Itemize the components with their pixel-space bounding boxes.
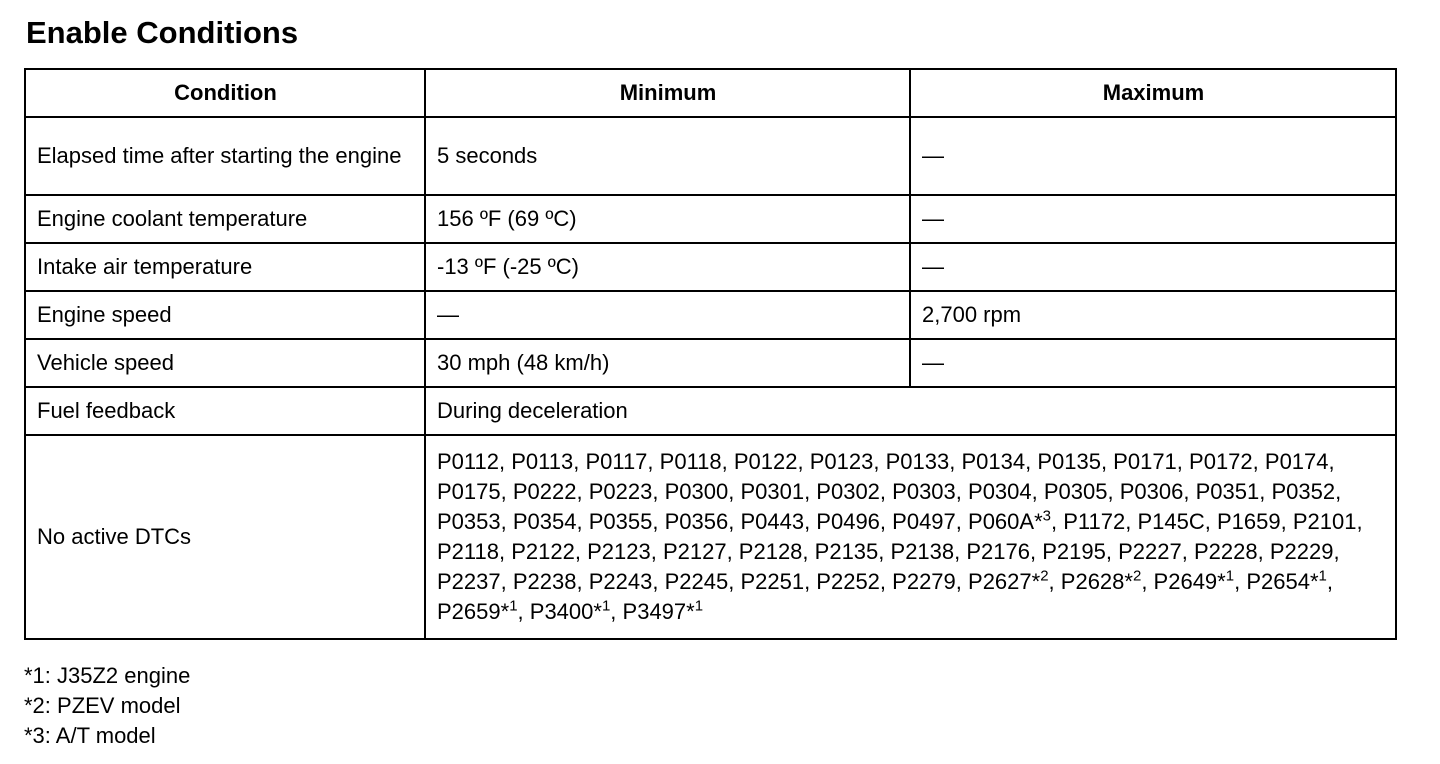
dtc-code	[1042, 539, 1106, 564]
dtc-code	[816, 569, 880, 594]
dtc-code	[437, 509, 501, 534]
dtc-code-text: P2176	[966, 539, 1030, 564]
dtc-code	[513, 569, 577, 594]
dtc-code-text: P0134	[961, 449, 1026, 474]
dtc-code	[665, 569, 729, 594]
table-row	[25, 339, 1396, 387]
dtc-code	[623, 599, 704, 624]
dtc-code	[961, 449, 1025, 474]
dtc-code	[511, 449, 573, 474]
dtc-code	[1217, 509, 1281, 534]
dtc-code-text: P0303	[892, 479, 956, 504]
dtc-code-text: P0174	[1264, 449, 1329, 474]
dtc-code	[1246, 569, 1327, 594]
dtc-code	[740, 479, 804, 504]
dtc-code	[513, 509, 577, 534]
dtc-code-text: P0304	[968, 479, 1032, 504]
dtc-code-text: P2227	[1118, 539, 1182, 564]
maximum-cell: —	[910, 339, 1396, 387]
dtc-code-text: P2237	[437, 569, 501, 594]
dtc-code-text: P0123	[809, 449, 874, 474]
minimum-cell: -13 ºF (-25 ºC)	[425, 243, 910, 291]
dtc-code-text: P2101	[1292, 509, 1357, 534]
dtc-code	[1037, 449, 1101, 474]
table-row	[25, 117, 1396, 195]
table-header-row	[25, 69, 1396, 117]
dtc-code-text: P2118	[437, 539, 499, 564]
table-row	[25, 243, 1396, 291]
dtc-code	[1271, 479, 1335, 504]
footnote: *3: A/T model	[24, 723, 156, 748]
dtc-code	[816, 509, 880, 534]
dtc-code	[665, 479, 729, 504]
dtc-code-text: P1172	[1063, 509, 1126, 534]
enable-conditions-table	[24, 68, 1397, 640]
dtc-code	[1063, 509, 1125, 534]
dtc-code-text: P2649	[1153, 569, 1218, 594]
dtc-footnote-ref: *$^1$	[1217, 567, 1235, 594]
dtc-code	[589, 479, 653, 504]
dtc-code-text: P0122	[733, 449, 798, 474]
dtc-footnote-ref: *$^1$	[593, 597, 611, 624]
dtc-code	[815, 539, 879, 564]
dtc-code-text: P0351	[1195, 479, 1260, 504]
dtc-code-text: P2138	[890, 539, 955, 564]
dtc-code	[966, 539, 1030, 564]
dtc-code-text: P060A	[968, 509, 1035, 534]
condition-cell: Intake air temperature	[25, 243, 425, 291]
dtc-code-text: P0112	[437, 449, 499, 474]
dtc-code	[1120, 479, 1184, 504]
column-header-maximum: Maximum	[910, 69, 1396, 117]
dtc-code-text: P145C	[1137, 509, 1205, 534]
minimum-cell: 30 mph (48 km/h)	[425, 339, 910, 387]
maximum-cell: 2,700 rpm	[910, 291, 1396, 339]
dtc-code-text: P2251	[740, 569, 805, 594]
dtc-code	[968, 569, 1049, 594]
dtc-code-text: P0497	[892, 509, 956, 534]
dtc-code	[1194, 539, 1258, 564]
dtc-code	[1265, 449, 1329, 474]
table-row	[25, 291, 1396, 339]
dtc-code-text: P2123	[587, 539, 651, 564]
dtc-code-text: P0355	[588, 509, 653, 534]
dtc-code-text: P2122	[511, 539, 575, 564]
dtc-code-text: P0301	[740, 479, 805, 504]
dtc-code-text: P0133	[885, 449, 950, 474]
dtc-code	[437, 449, 499, 474]
maximum-cell: —	[910, 195, 1396, 243]
dtc-code	[437, 569, 501, 594]
dtc-code-text: P3497	[622, 599, 687, 624]
dtc-code-text: P0222	[512, 479, 577, 504]
dtc-code-text: P2245	[664, 569, 729, 594]
condition-cell: No active DTCs	[25, 435, 425, 639]
dtc-footnote-ref: *$^1$	[1309, 567, 1327, 594]
dtc-code	[739, 539, 803, 564]
footnote: *1: J35Z2 engine	[24, 663, 191, 688]
table-row	[25, 195, 1396, 243]
dtc-code	[437, 599, 518, 624]
dtc-code	[585, 449, 647, 474]
dtc-code-text: P2128	[738, 539, 803, 564]
dtc-code	[1118, 539, 1182, 564]
dtc-footnote-ref: *$^1$	[686, 597, 704, 624]
dtc-code	[892, 479, 956, 504]
dtc-code	[740, 569, 804, 594]
condition-cell: Vehicle speed	[25, 339, 425, 387]
dtc-code-text: P0171	[1113, 449, 1177, 474]
dtc-code-text: P0352	[1271, 479, 1336, 504]
minimum-cell: 5 seconds	[425, 117, 910, 195]
dtc-code-text: P0135	[1037, 449, 1101, 474]
dtc-code-text: P0353	[437, 509, 501, 534]
dtc-code	[1137, 509, 1204, 534]
dtc-code-text: P0117	[585, 449, 648, 474]
dtc-code-text: P1659	[1216, 509, 1281, 534]
dtc-footnote-ref: *$^1$	[500, 597, 518, 624]
footnote: *2: PZEV model	[24, 693, 181, 718]
dtc-code-text: P0113	[511, 449, 574, 474]
condition-cell: Engine coolant temperature	[25, 195, 425, 243]
dtc-code-text: P2654	[1246, 569, 1310, 594]
minimum-cell: —	[425, 291, 910, 339]
dtc-footnote-ref: *$^2$	[1124, 567, 1142, 594]
dtc-code	[511, 539, 575, 564]
dtc-code	[734, 449, 798, 474]
dtc-footnote-ref: *$^3$	[1034, 507, 1051, 534]
dtc-code	[968, 479, 1032, 504]
dtc-code	[886, 449, 950, 474]
dtc-code-text: P0302	[816, 479, 880, 504]
dtc-code-text: P0354	[512, 509, 577, 534]
dtc-code	[1196, 479, 1260, 504]
minimum-cell: 156 ºF (69 ºC)	[425, 195, 910, 243]
dtc-code	[660, 449, 722, 474]
dtc-code	[892, 509, 956, 534]
table-row	[25, 435, 1396, 639]
dtc-code-text: P2628	[1060, 569, 1125, 594]
dtc-code-text: P2243	[588, 569, 653, 594]
dtc-code	[1044, 479, 1108, 504]
dtc-code-text: P0496	[816, 509, 880, 534]
dtc-code	[1113, 449, 1177, 474]
dtc-code-text: P0223	[588, 479, 653, 504]
dtc-code	[1270, 539, 1334, 564]
dtc-code	[530, 599, 611, 624]
dtc-code-text: P2279	[892, 569, 956, 594]
dtc-code	[437, 539, 499, 564]
condition-cell: Fuel feedback	[25, 387, 425, 435]
dtc-code-text: P0175	[437, 479, 501, 504]
dtc-code-text: P3400	[529, 599, 594, 624]
dtc-code-text: P2195	[1042, 539, 1106, 564]
dtc-code	[513, 479, 577, 504]
dtc-code	[1189, 449, 1253, 474]
dtc-code	[968, 509, 1051, 534]
table-row	[25, 387, 1396, 435]
dtc-code	[589, 569, 653, 594]
footnotes	[24, 661, 190, 751]
dtc-code-text: P2135	[814, 539, 879, 564]
page-title: Enable Conditions	[26, 15, 299, 50]
dtc-code-text: P2659	[437, 599, 501, 624]
dtc-code	[587, 539, 651, 564]
dtc-code	[892, 569, 956, 594]
dtc-code-text: P0305	[1043, 479, 1108, 504]
dtc-code-text: P2252	[816, 569, 880, 594]
maximum-cell: —	[910, 117, 1396, 195]
dtc-code-text: P2627	[968, 569, 1032, 594]
dtc-code	[437, 479, 501, 504]
dtc-footnote-ref: *$^2$	[1031, 567, 1049, 594]
condition-cell: Engine speed	[25, 291, 425, 339]
dtc-code	[891, 539, 955, 564]
dtc-code	[665, 509, 729, 534]
dtc-code	[816, 479, 880, 504]
column-header-minimum: Minimum	[425, 69, 910, 117]
dtc-code-text: P0443	[740, 509, 805, 534]
maximum-cell: —	[910, 243, 1396, 291]
value-cell: During deceleration	[425, 387, 1396, 435]
dtc-code-text: P2127	[662, 539, 727, 564]
dtc-code-text: P0306	[1119, 479, 1184, 504]
column-header-condition: Condition	[25, 69, 425, 117]
dtc-code	[1061, 569, 1142, 594]
dtc-code-text: P2228	[1193, 539, 1258, 564]
dtc-code-text: P0356	[664, 509, 729, 534]
dtc-code	[1154, 569, 1235, 594]
dtc-code-text: P0172	[1189, 449, 1253, 474]
dtc-code	[810, 449, 874, 474]
dtc-list-cell: P0112, P0113, P0117, P0118, P0122, P0123, P0133, P0134, P0135, P0171, P0172, P0174, P0175, P0222, P0223, P0300, P0301, P0302, P0303, P0304, P0305, P0306, P0351, P0352, P0353, P0354, P0355, P0356, P0443, P0496, P0497, P060A*$^3$, P1172, P145C, P1659, P2101, P2118, P2122, P2123, P2127, P2128, P2135, P2138, P2176, P2195, P2227, P2228, P2229, P2237, P2238, P2243, P2245, P2251, P2252, P2279, P2627*$^2$, P2628*$^2$, P2649*$^1$, P2654*$^1$, P2659*$^1$, P3400*$^1$, P3497*$^1$	[425, 435, 1396, 639]
dtc-code	[1293, 509, 1357, 534]
dtc-code-text: P0300	[664, 479, 729, 504]
dtc-code	[663, 539, 727, 564]
dtc-code-text: P2238	[512, 569, 577, 594]
dtc-code	[589, 509, 653, 534]
dtc-code	[740, 509, 804, 534]
condition-cell: Elapsed time after starting the engine	[25, 117, 425, 195]
dtc-code-text: P2229	[1269, 539, 1334, 564]
dtc-code-text: P0118	[659, 449, 722, 474]
